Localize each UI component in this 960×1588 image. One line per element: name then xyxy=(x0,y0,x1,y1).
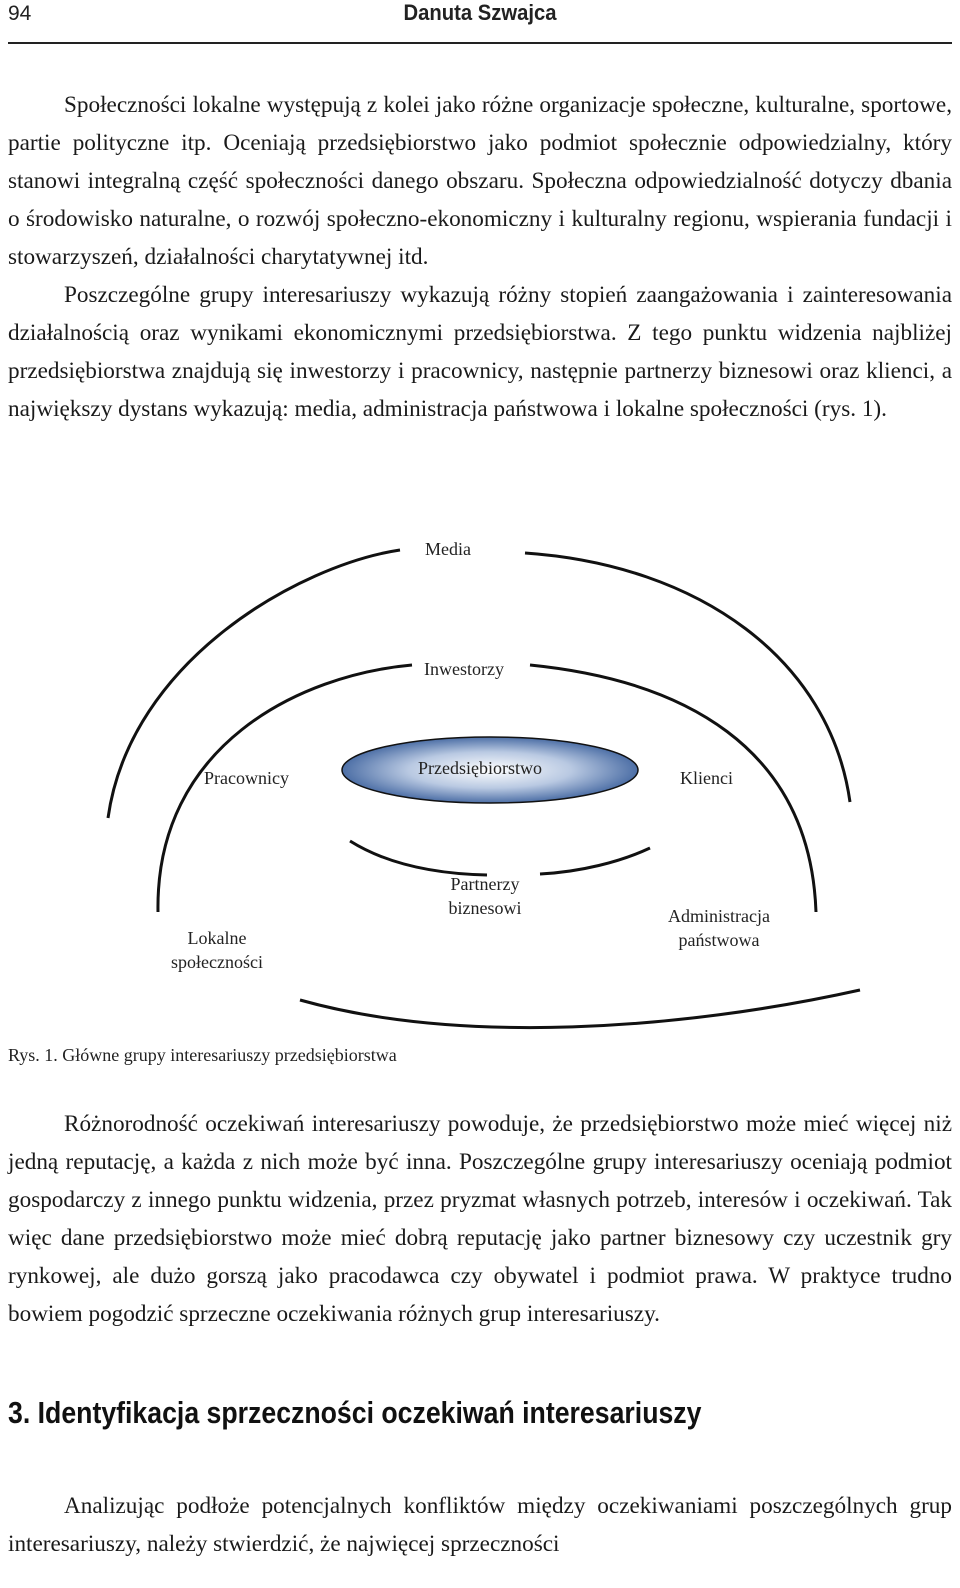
paragraph: Różnorodność oczekiwań interesariuszy powoduje, że przedsiębiorstwo może mieć więcej niż jedną reputację, a każda z nich może być inna. Poszczególne grupy interesariuszy oceniają podmiot gospodarczy z innego punktu widzenia, przez pryzmat własnych potrzeb, interesów i oczekiwań. Tak więc dane przedsiębiorstwo może mieć dobrą reputację jako partner biznesowy czy uczestnik gry rynkowej, ale dużo gorszą jako pracodawca czy obywatel i podmiot prawa. W praktyce trudno bowiem pogodzić sprzeczne oczekiwania różnych grup interesariuszy. xyxy=(8,1111,952,1327)
page-number: 94 xyxy=(8,2,32,25)
label-klienci: Klienci xyxy=(680,768,733,788)
label-line: Administracja xyxy=(668,906,770,926)
label-lokalne-spolecznosci xyxy=(162,926,272,974)
paragraph: Analizując podłoże potencjalnych konfliktów między oczekiwaniami poszczególnych grup interesariuszy, należy stwierdzić, że najwięcej sprzeczności xyxy=(8,1493,952,1557)
paragraph: Społeczności lokalne występują z kolei jako różne organizacje społeczne, kulturalne, sportowe, partie polityczne itp. Oceniają przedsiębiorstwo jako podmiot społecznie odpowiedzialny, który stanowi integralną część społeczności danego obszaru. Społeczna odpowiedzialność dotyczy dbania o środowisko naturalne, o rozwój społeczno-ekonomiczny i kulturalny regionu, wspierania fundacji i stowarzyszeń, działalności charytatywnej itd. xyxy=(8,92,952,270)
stakeholder-diagram xyxy=(0,520,960,1040)
figure-caption: Rys. 1. Główne grupy interesariuszy przedsiębiorstwa xyxy=(8,1045,397,1065)
label-line: Partnerzy xyxy=(450,874,520,894)
body-text-middle xyxy=(8,1105,952,1333)
diagram-arcs xyxy=(0,520,960,1040)
label-line: biznesowi xyxy=(448,898,522,918)
label-partnerzy-biznesowi xyxy=(440,872,530,920)
paragraph: Poszczególne grupy interesariuszy wykazują różny stopień zaangażowania i zainteresowania działalnością oraz wynikami ekonomicznymi przedsiębiorstwa. Z tego punktu widzenia najbliżej przedsiębiorstwa znajdują się inwestorzy i pracownicy, następnie partnerzy biznesowi oraz klienci, a największy dystans wykazują: media, administracja państwowa i lokalne społeczności (rys. 1). xyxy=(8,282,952,422)
body-text-bottom xyxy=(8,1487,952,1563)
label-line: państwowa xyxy=(678,930,760,950)
label-line: społeczności xyxy=(171,952,263,972)
section-heading: 3. Identyfikacja sprzeczności oczekiwań interesariuszy xyxy=(8,1395,702,1430)
label-administracja-panstwowa xyxy=(656,904,782,952)
outer-ring-arc xyxy=(300,990,860,1028)
running-head-author: Danuta Szwajca xyxy=(403,0,557,25)
label-inwestorzy: Inwestorzy xyxy=(424,659,504,679)
label-pracownicy: Pracownicy xyxy=(204,768,289,788)
inner-ring-arc xyxy=(540,848,650,874)
inner-ring-arc xyxy=(350,841,487,875)
label-line: Lokalne xyxy=(187,928,247,948)
page-header xyxy=(8,0,952,44)
body-text-top xyxy=(8,86,952,428)
label-przedsiebiorstwo: Przedsiębiorstwo xyxy=(418,758,542,778)
label-media: Media xyxy=(425,539,471,559)
